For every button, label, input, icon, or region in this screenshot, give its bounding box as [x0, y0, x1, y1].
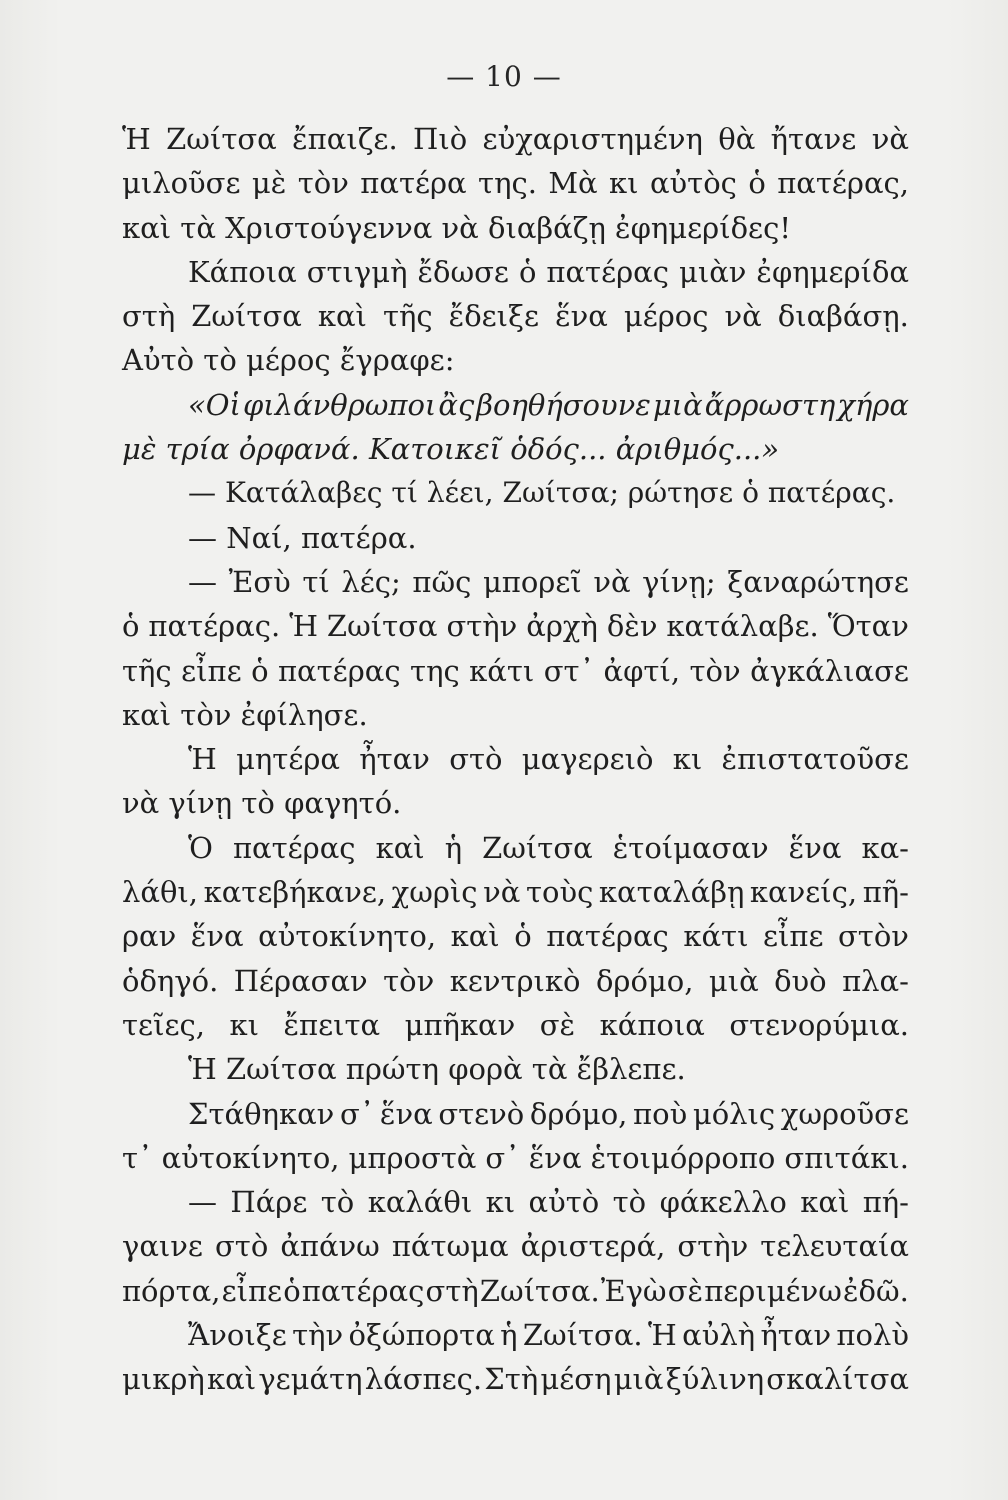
word: ὁδηγό.: [122, 963, 219, 998]
word: λάσπες.: [364, 1362, 483, 1397]
word: εἶπε: [762, 919, 824, 954]
word: Ζωίτσα: [482, 830, 593, 865]
word: δρόμο,: [529, 1096, 628, 1131]
word: πάτωμα: [391, 1229, 509, 1264]
word: στὴ: [122, 299, 176, 334]
word: μπῆκαν: [404, 1007, 516, 1042]
text-line-quote: [122, 383, 909, 427]
text-line: νὰ γίνῃ τὸ φαγητό.: [122, 786, 402, 821]
text-line: [122, 1092, 909, 1136]
word: τελευταία: [760, 1229, 909, 1264]
word: ἦταν: [760, 1318, 832, 1353]
text-line: [122, 649, 909, 693]
word: της: [410, 653, 460, 688]
text-line: [122, 1224, 909, 1268]
word: τ᾿: [122, 1140, 153, 1175]
word: στὸν: [838, 919, 909, 954]
word: ὁ: [514, 919, 532, 954]
word: Ὅταν: [827, 609, 909, 644]
dialogue-line: — Ναί, πατέρα.: [188, 520, 417, 555]
word: βοηθήσουνε: [476, 387, 651, 422]
page-number: — 10 —: [446, 60, 562, 93]
word: νὰ: [593, 564, 631, 599]
word: πατέρας: [232, 830, 356, 865]
word: νὰ: [724, 299, 762, 334]
word: εὐχαριστημένη: [482, 122, 703, 156]
word: Πέρασαν: [233, 963, 368, 998]
word: Ἄνοιξε: [188, 1318, 287, 1353]
word: δὲν: [606, 609, 658, 644]
word: κάποια: [599, 1007, 705, 1042]
word: χήρα: [837, 387, 909, 422]
word: ποὺ: [633, 1096, 688, 1131]
word: τί: [302, 564, 330, 599]
word: ἕνα: [190, 919, 244, 954]
word: Πιὸ: [413, 122, 468, 156]
text-line: Ἡ Ζωίτσα πρώτη φορὰ τὰ ἔβλεπε.: [188, 1052, 686, 1087]
text-line: καὶ τὰ Χριστούγεννα νὰ διαβάζῃ ἐφημερίδες!: [122, 210, 791, 245]
word: χωρὶς: [391, 875, 478, 910]
word: Πάρε: [230, 1185, 308, 1220]
word: ἡ: [500, 1318, 518, 1353]
word: ἔδωσε: [417, 254, 509, 289]
word: τὴν: [292, 1318, 344, 1353]
text-line: [122, 826, 909, 870]
word: αὐτοκίνητο,: [161, 1140, 340, 1175]
word: μπορεῖ: [482, 564, 582, 599]
word: Κάποια: [188, 254, 297, 289]
word: εἶπε: [221, 1273, 283, 1308]
word: στὴ: [425, 1273, 479, 1308]
word: ἀριστερά,: [520, 1229, 666, 1264]
word: σπιτάκι.: [784, 1140, 909, 1175]
word: πή-: [862, 1185, 909, 1220]
word: σὲ: [539, 1007, 576, 1042]
word: πλα-: [842, 963, 909, 998]
text-line: [122, 870, 909, 914]
text-line: [122, 737, 909, 781]
word: νὰ: [871, 122, 909, 156]
word: καὶ: [800, 1185, 850, 1220]
word: ἀφτί,: [603, 653, 681, 688]
dialogue-line: [122, 560, 909, 604]
word: ἤτανε: [770, 122, 857, 156]
word: μιὰ: [708, 963, 759, 998]
word: ἂς: [438, 387, 475, 422]
word: μέση: [540, 1362, 612, 1397]
word: καὶ: [375, 830, 425, 865]
word: κάτι: [683, 919, 749, 954]
word: στενορύμια.: [729, 1007, 909, 1042]
word: δρόμο,: [595, 963, 694, 998]
word: κι: [229, 1007, 259, 1042]
word: τεῖες,: [122, 1007, 205, 1042]
word: Ἐσὺ: [228, 564, 291, 599]
word: κάτι: [469, 653, 535, 688]
word: καὶ: [207, 1362, 257, 1397]
word: στενὸ: [438, 1096, 525, 1131]
word: αὐτὸς: [649, 166, 737, 201]
word: θὰ: [718, 122, 756, 156]
word: ἡ: [444, 830, 463, 865]
word: σ᾿: [339, 1096, 375, 1131]
text-line: Αὐτὸ τὸ μέρος ἔγραφε:: [122, 343, 455, 378]
word: τοὺς: [525, 875, 594, 910]
word: κα-: [861, 830, 909, 865]
word: Ὁ: [188, 830, 213, 865]
word: καλάθι: [367, 1185, 473, 1220]
word: κι: [485, 1185, 516, 1220]
word: μπροστὰ: [348, 1140, 477, 1175]
word: ἕνα: [528, 1140, 582, 1175]
word: γίνῃ;: [642, 564, 716, 599]
word: Ἡ: [289, 609, 318, 644]
word: δυὸ: [774, 963, 827, 998]
word: ἕνα: [788, 830, 842, 865]
word: Ἡ: [122, 122, 151, 156]
word: πατέρα: [360, 166, 467, 201]
word: ὀξώπορτα: [348, 1318, 495, 1353]
word: μιὰ: [613, 1362, 664, 1397]
word: Ἐγὼ: [600, 1273, 667, 1308]
word: ἀγκάλιασε: [750, 653, 909, 688]
word: μικρὴ: [122, 1362, 205, 1397]
word: Ἡ: [188, 742, 217, 777]
text-line: [122, 161, 909, 205]
word: κατάλαβε.: [666, 609, 819, 644]
word: πῶς: [412, 564, 472, 599]
text-line-quote: μὲ τρία ὀρφανά. Κατοικεῖ ὁδός... ἀριθμός...»: [122, 432, 780, 467]
word: γαινε: [122, 1229, 203, 1264]
word: κατεβήκανε,: [203, 875, 387, 910]
word: κεντρικὸ: [449, 963, 581, 998]
word: πατέρας: [301, 1273, 425, 1308]
word: ἦταν: [359, 742, 430, 777]
word: ἔπειτα: [283, 1007, 381, 1042]
word: καὶ: [317, 299, 367, 334]
word: τῆς: [122, 653, 172, 688]
word: ἔδειξε: [448, 299, 540, 334]
word: ξαναρώτησε: [727, 564, 909, 599]
word: περιμένω: [704, 1273, 842, 1308]
word: πατέρας,: [777, 166, 909, 201]
word: ὁ: [518, 254, 537, 289]
word: τὸν: [297, 166, 349, 201]
dialogue-line: [122, 1180, 909, 1224]
word: μιλοῦσε: [122, 166, 241, 201]
text-line: [122, 1357, 909, 1401]
text-line: [122, 117, 909, 161]
word: ἕνα: [555, 299, 608, 334]
text-line: [122, 1136, 909, 1180]
word: ραν: [122, 919, 177, 954]
word: Ζωίτσα: [166, 122, 277, 156]
word: «Οἱ: [188, 387, 241, 422]
word: κι: [609, 166, 639, 201]
word: λάθι,: [122, 875, 199, 910]
word: μέρος: [623, 299, 709, 334]
word: ὁ: [748, 166, 766, 201]
word: πατέρας.: [148, 609, 281, 644]
word: ξύλινη: [665, 1362, 765, 1397]
text-line: [122, 959, 909, 1003]
word: διαβάσῃ.: [777, 299, 909, 334]
text-line: [122, 1313, 909, 1357]
word: —: [188, 564, 217, 599]
text-line: [122, 1269, 909, 1313]
word: σ᾿: [485, 1140, 520, 1175]
word: λές;: [341, 564, 401, 599]
text-line: [122, 604, 909, 648]
word: αὐλὴ: [682, 1318, 756, 1353]
word: Στὴ: [484, 1362, 539, 1397]
word: Στάθηκαν: [188, 1096, 335, 1131]
word: τὸν: [383, 963, 435, 998]
word: καὶ: [450, 919, 500, 954]
word: στ᾿: [543, 653, 595, 688]
word: αὐτὸ: [528, 1185, 600, 1220]
word: τὸν: [689, 653, 741, 688]
word: ἕνα: [379, 1096, 433, 1131]
word: καταλάβῃ: [598, 875, 745, 910]
word: στὴν: [446, 609, 518, 644]
word: ἐδῶ.: [843, 1273, 909, 1308]
word: φάκελλο: [659, 1185, 787, 1220]
word: Μὰ: [548, 166, 598, 201]
word: ἑτοίμασαν: [612, 830, 769, 865]
word: εἶπε: [181, 653, 242, 688]
word: πατέρας: [277, 653, 401, 688]
word: στιγμὴ: [306, 254, 408, 289]
word: πῆ-: [862, 875, 909, 910]
word: μιὰν: [678, 254, 747, 289]
word: στὸ: [449, 742, 503, 777]
word: τὸ: [320, 1185, 355, 1220]
word: ὁ: [251, 653, 269, 688]
word: μὲ: [251, 166, 287, 201]
word: —: [188, 1185, 217, 1220]
word: στὸ: [214, 1229, 269, 1264]
text-line: [122, 250, 909, 294]
word: κανείς,: [749, 875, 858, 910]
word: μητέρα: [236, 742, 340, 777]
word: ἄρρωστη: [704, 387, 836, 422]
word: φιλάνθρωποι: [242, 387, 437, 422]
word: σὲ: [667, 1273, 704, 1308]
word: Ζωίτσα: [191, 299, 302, 334]
word: κι: [672, 742, 703, 777]
word: ὁ: [122, 609, 140, 644]
word: μόλις: [692, 1096, 776, 1131]
word: ἑτοιμόρροπο: [590, 1140, 776, 1175]
word: πατέρας: [546, 254, 669, 289]
word: αὐτοκίνητο,: [258, 919, 437, 954]
text-line: [122, 294, 909, 338]
word: ἀρχὴ: [526, 609, 598, 644]
word: πόρτα,: [122, 1273, 221, 1308]
word: γεμάτη: [258, 1362, 363, 1397]
text-line: [122, 1003, 909, 1047]
word: πολὺ: [836, 1318, 909, 1353]
word: της.: [478, 166, 537, 201]
word: Ἡ: [648, 1318, 677, 1353]
word: ἐπιστατοῦσε: [721, 742, 909, 777]
word: πατέρας: [546, 919, 669, 954]
word: χωροῦσε: [780, 1096, 909, 1131]
text-line: [122, 914, 909, 958]
word: σκαλίτσα: [766, 1362, 909, 1397]
word: τὸ: [612, 1185, 647, 1220]
word: Ζωίτσα.: [522, 1318, 643, 1353]
text-line: καὶ τὸν ἐφίλησε.: [122, 697, 368, 732]
word: νὰ: [483, 875, 521, 910]
word: ὁ: [283, 1273, 301, 1308]
word: τῆς: [382, 299, 433, 334]
word: ἀπάνω: [280, 1229, 380, 1264]
word: Ζωίτσα.: [479, 1273, 600, 1308]
word: ἐφημερίδα: [756, 254, 909, 289]
dialogue-line: — Κατάλαβες τί λέει, Ζωίτσα; ρώτησε ὁ πατέρας.: [188, 476, 896, 510]
word: μαγερειὸ: [521, 742, 654, 777]
word: ἔπαιζε.: [292, 122, 398, 156]
word: στὴν: [677, 1229, 749, 1264]
word: Ζωίτσα: [326, 609, 438, 644]
body-text: [122, 117, 909, 1402]
word: μιὰ: [652, 387, 703, 422]
